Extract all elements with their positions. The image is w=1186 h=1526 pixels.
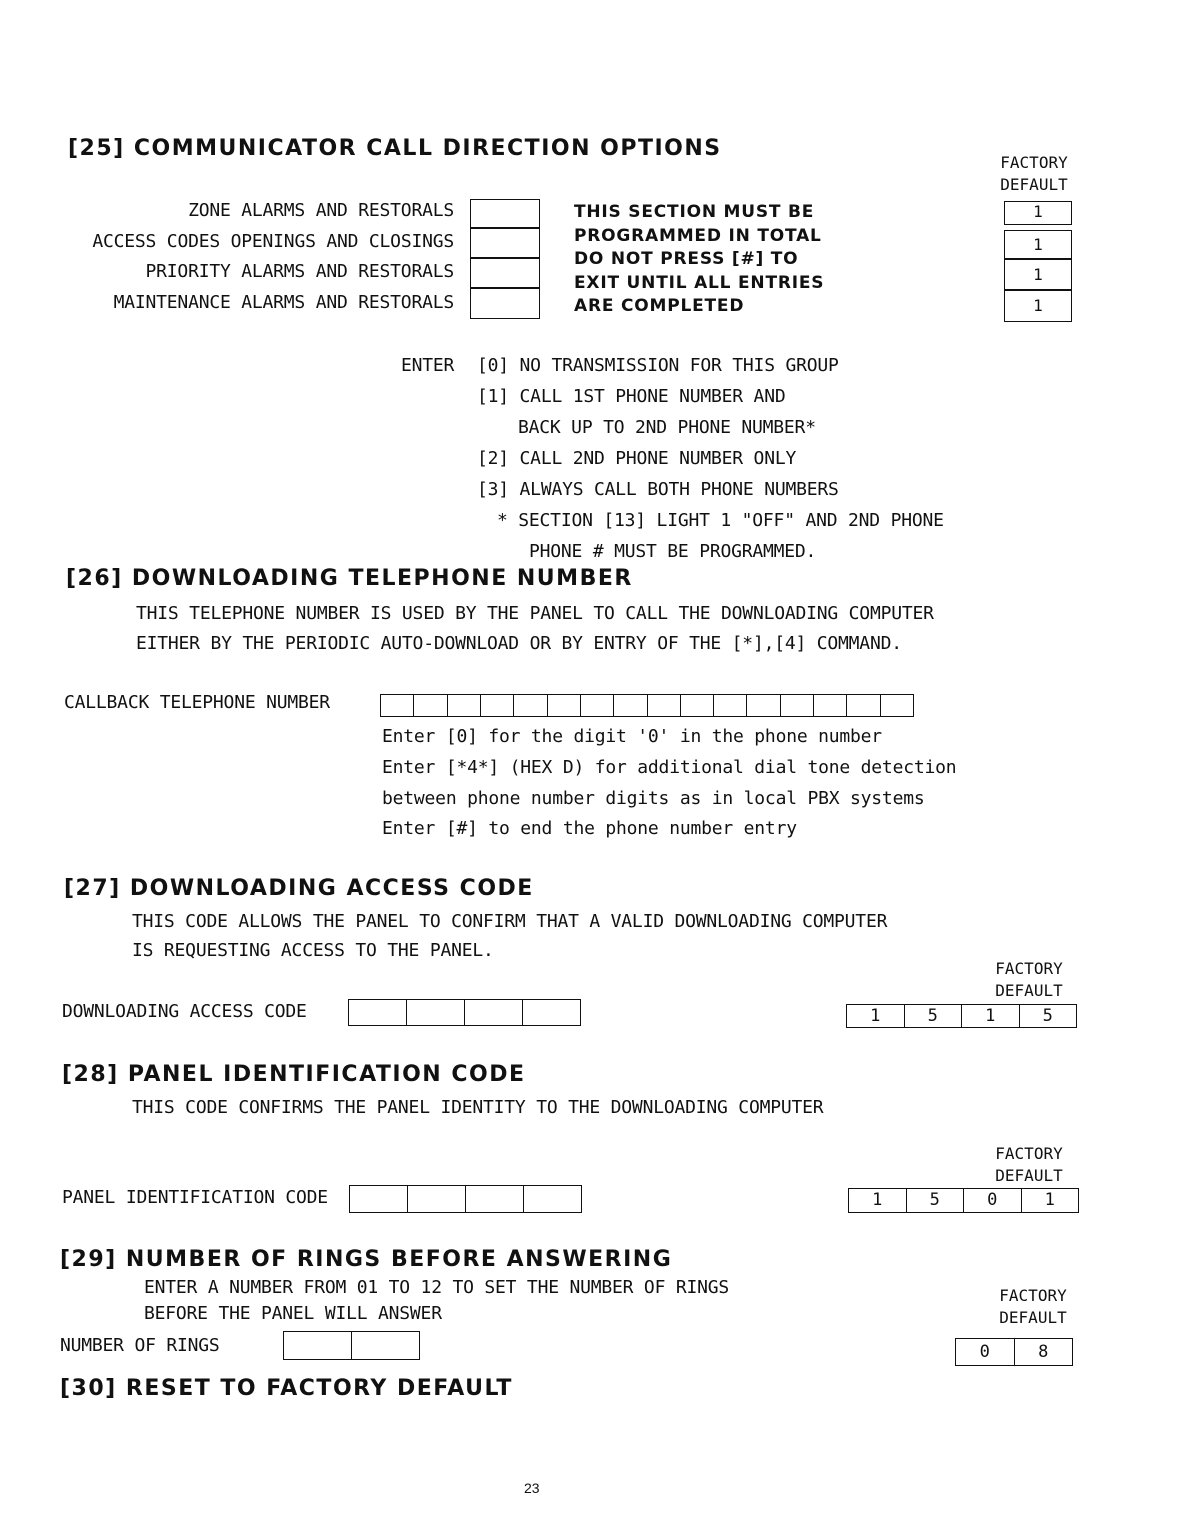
warning-line: PROGRAMMED IN TOTAL [574,225,822,246]
factory-label-line2: DEFAULT [995,981,1063,1000]
digit-cell[interactable] [381,695,414,716]
factory-label-line1: FACTORY [995,1144,1063,1163]
section-28-title: [28] PANEL IDENTIFICATION CODE [62,1062,526,1087]
digit-cell[interactable] [466,1186,524,1212]
digit-cell[interactable] [407,1000,465,1025]
factory-label-line1: FACTORY [1000,153,1068,172]
section-26-title: [26] DOWNLOADING TELEPHONE NUMBER [66,566,633,591]
digit-cell[interactable] [614,695,647,716]
s28-factory-label [984,1143,1074,1187]
digit-cell[interactable] [481,695,514,716]
digit-cell[interactable] [465,1000,523,1025]
s29-desc: BEFORE THE PANEL WILL ANSWER [144,1303,442,1324]
section-29-title: [29] NUMBER OF RINGS BEFORE ANSWERING [60,1247,673,1272]
s25-option: [1] CALL 1ST PHONE NUMBER AND [477,386,786,407]
s25-factory-label [990,152,1078,196]
s25-row-label-zone: ZONE ALARMS AND RESTORALS [188,200,454,221]
digit-cell[interactable] [881,695,913,716]
callback-number-field[interactable] [380,694,914,717]
s27-desc: THIS CODE ALLOWS THE PANEL TO CONFIRM THAT A VALID DOWNLOADING COMPUTER [132,911,888,932]
s25-entry-box-access[interactable] [470,228,540,258]
s26-note: Enter [*4*] (HEX D) for additional dial tone detection [382,757,957,778]
access-code-default [846,1004,1077,1028]
factory-label-line1: FACTORY [995,959,1063,978]
s26-note: between phone number digits as in local PBX systems [382,788,925,809]
digit-cell[interactable] [648,695,681,716]
digit-cell[interactable] [284,1332,352,1359]
default-digit: 5 [1042,1006,1053,1026]
panel-id-field[interactable] [349,1185,582,1213]
default-digit: 1 [962,1005,1020,1027]
digit-cell[interactable] [681,695,714,716]
section-25-title: [25] COMMUNICATOR CALL DIRECTION OPTIONS [68,136,722,161]
digit-cell[interactable] [781,695,814,716]
rings-label: NUMBER OF RINGS [60,1335,220,1356]
s25-option: BACK UP TO 2ND PHONE NUMBER* [518,417,816,438]
access-code-label: DOWNLOADING ACCESS CODE [62,1001,307,1022]
factory-label-line2: DEFAULT [999,1308,1067,1327]
warning-line: EXIT UNTIL ALL ENTRIES [574,272,825,293]
section-30-title: [30] RESET TO FACTORY DEFAULT [60,1376,513,1401]
s25-entry-box-priority[interactable] [470,258,540,288]
s25-default-zone: 1 [1004,201,1072,225]
factory-label-line2: DEFAULT [995,1166,1063,1185]
default-digit: 1 [847,1005,905,1027]
default-digit: 0 [956,1339,1015,1365]
s25-option: [0] NO TRANSMISSION FOR THIS GROUP [477,355,839,376]
s29-desc: ENTER A NUMBER FROM 01 TO 12 TO SET THE NUMBER OF RINGS [144,1277,730,1298]
page-number: 23 [524,1480,540,1496]
s25-entry-box-maintenance[interactable] [470,288,540,319]
s25-row-label-access: ACCESS CODES OPENINGS AND CLOSINGS [92,231,454,252]
s25-default-access: 1 [1004,230,1072,259]
access-code-field[interactable] [348,999,581,1026]
section-27-title: [27] DOWNLOADING ACCESS CODE [64,876,534,901]
s29-factory-label [988,1285,1078,1329]
s25-footnote: * SECTION [13] LIGHT 1 "OFF" AND 2ND PHONE [497,510,944,531]
s25-warning [574,201,824,319]
digit-cell[interactable] [408,1186,466,1212]
s26-note: Enter [0] for the digit '0' in the phone number [382,726,882,747]
digit-cell[interactable] [514,695,547,716]
digit-cell[interactable] [414,695,447,716]
s26-desc: EITHER BY THE PERIODIC AUTO-DOWNLOAD OR BY ENTRY OF THE [*],[4] COMMAND. [136,633,902,654]
s25-option: [2] CALL 2ND PHONE NUMBER ONLY [477,448,797,469]
digit-cell[interactable] [523,1000,580,1025]
default-digit: 5 [905,1005,963,1027]
factory-label-line2: DEFAULT [1000,175,1068,194]
s27-desc: IS REQUESTING ACCESS TO THE PANEL. [132,940,494,961]
s28-desc: THIS CODE CONFIRMS THE PANEL IDENTITY TO THE DOWNLOADING COMPUTER [132,1097,824,1118]
digit-cell[interactable] [548,695,581,716]
s26-note: Enter [#] to end the phone number entry [382,818,797,839]
s26-desc: THIS TELEPHONE NUMBER IS USED BY THE PANEL TO CALL THE DOWNLOADING COMPUTER [136,603,934,624]
s25-default-maintenance: 1 [1004,290,1072,322]
warning-line: THIS SECTION MUST BE [574,202,815,222]
digit-cell[interactable] [349,1000,407,1025]
s25-row-label-priority: PRIORITY ALARMS AND RESTORALS [145,261,454,282]
rings-default [955,1338,1073,1366]
digit-cell[interactable] [714,695,747,716]
digit-cell[interactable] [524,1186,581,1212]
default-digit: 5 [907,1189,965,1212]
callback-number-label: CALLBACK TELEPHONE NUMBER [64,692,330,713]
digit-cell[interactable] [350,1186,408,1212]
s25-entry-box-zone[interactable] [470,199,540,228]
warning-line: ARE COMPLETED [574,296,745,316]
s25-row-label-maintenance: MAINTENANCE ALARMS AND RESTORALS [113,292,454,313]
s25-enter-label: ENTER [401,355,455,376]
s25-footnote: PHONE # MUST BE PROGRAMMED. [529,541,817,562]
panel-id-default [848,1188,1079,1213]
default-digit: 8 [1038,1342,1049,1362]
default-digit: 0 [964,1189,1022,1212]
digit-cell[interactable] [814,695,847,716]
digit-cell[interactable] [448,695,481,716]
s25-option: [3] ALWAYS CALL BOTH PHONE NUMBERS [477,479,839,500]
digit-cell[interactable] [581,695,614,716]
factory-label-line1: FACTORY [999,1286,1067,1305]
default-digit: 1 [849,1189,907,1212]
panel-id-label: PANEL IDENTIFICATION CODE [62,1187,328,1208]
s25-default-priority: 1 [1004,259,1072,290]
digit-cell[interactable] [352,1332,419,1359]
digit-cell[interactable] [747,695,780,716]
warning-line: DO NOT PRESS [#] TO [574,249,799,269]
rings-field[interactable] [283,1331,420,1360]
default-digit: 1 [1044,1190,1055,1210]
s27-factory-label [984,958,1074,1002]
digit-cell[interactable] [847,695,880,716]
